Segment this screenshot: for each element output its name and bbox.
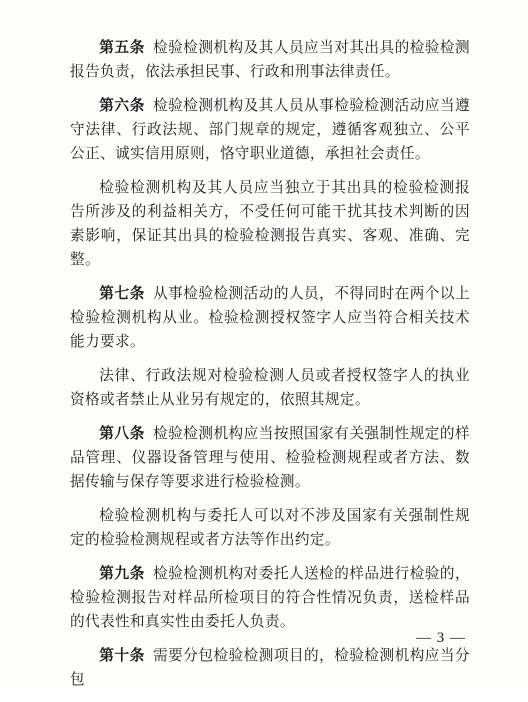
article-heading: 第九条 bbox=[99, 565, 146, 582]
article-heading: 第五条 bbox=[99, 39, 146, 56]
page-number: — 3 — bbox=[416, 630, 466, 646]
paragraph-text: 检验检测机构应当按照国家有关强制性规定的样品管理、仪器设备管理与使用、检验检测规程或者方法、数据传输与保存等要求进行检验检测。 bbox=[70, 425, 470, 490]
paragraph-text: 检验检测机构及其人员从事检验检测活动应当遵守法律、行政法规、部门规章的规定，遵循客观独立、公平公正、诚实信用原则，恪守职业道德，承担社会责任。 bbox=[70, 97, 470, 162]
paragraph-text: 法律、行政法规对检验检测人员或者授权签字人的执业资格或者禁止从业另有规定的，依照其规定。 bbox=[70, 367, 470, 408]
paragraph-article-8 bbox=[70, 422, 470, 494]
paragraph-article-6 bbox=[70, 94, 470, 166]
paragraph-text: 从事检验检测活动的人员，不得同时在两个以上检验检测机构从业。检验检测授权签字人应当符合相关技术能力要求。 bbox=[70, 285, 470, 350]
paragraph-article-6-clause-2 bbox=[70, 176, 470, 272]
paragraph-text: 检验检测机构及其人员应当对其出具的检验检测报告负责，依法承担民事、行政和刑事法律责任。 bbox=[70, 39, 470, 80]
paragraph-article-5 bbox=[70, 36, 470, 84]
paragraph-text: 检验检测机构及其人员应当独立于其出具的检验检测报告所涉及的利益相关方，不受任何可能干扰其技术判断的因素影响，保证其出具的检验检测报告真实、客观、准确、完整。 bbox=[70, 179, 470, 268]
paragraph-article-8-clause-2 bbox=[70, 504, 470, 552]
paragraph-article-10 bbox=[70, 644, 470, 692]
paragraph-article-9 bbox=[70, 562, 470, 634]
paragraph-text: 检验检测机构对委托人送检的样品进行检验的，检验检测报告对样品所检项目的符合性情况负责，送检样品的代表性和真实性由委托人负责。 bbox=[70, 565, 470, 630]
paragraph-text: 需要分包检验检测项目的，检验检测机构应当分包 bbox=[70, 647, 470, 688]
paragraph-article-7 bbox=[70, 282, 470, 354]
article-heading: 第七条 bbox=[99, 285, 146, 302]
document-body bbox=[70, 36, 470, 702]
paragraph-article-7-clause-2 bbox=[70, 364, 470, 412]
article-heading: 第六条 bbox=[99, 97, 146, 114]
paragraph-text: 检验检测机构与委托人可以对不涉及国家有关强制性规定的检验检测规程或者方法等作出约定。 bbox=[70, 507, 470, 548]
article-heading: 第十条 bbox=[99, 647, 146, 664]
article-heading: 第八条 bbox=[99, 425, 146, 442]
